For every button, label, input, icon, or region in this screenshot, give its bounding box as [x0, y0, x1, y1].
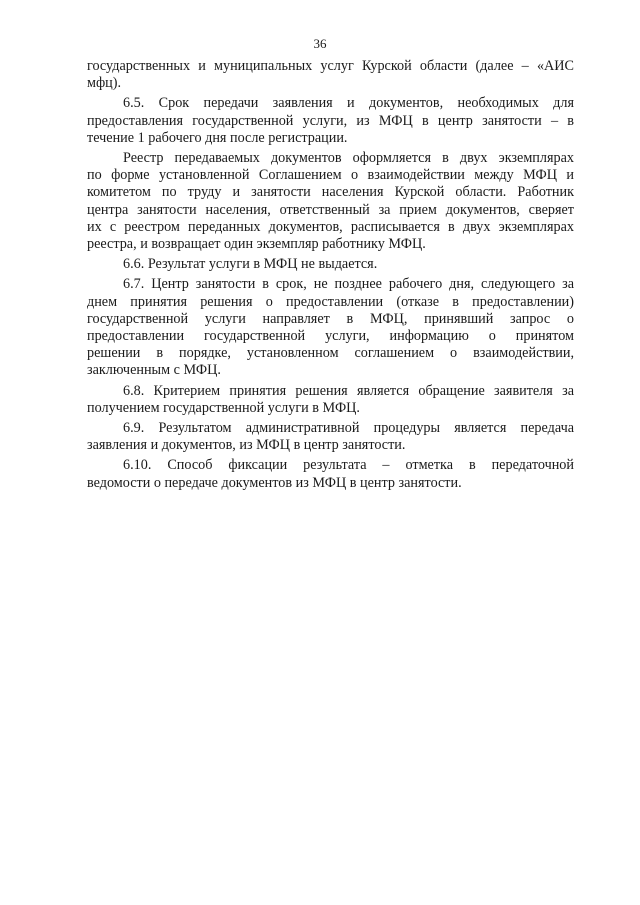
paragraph [87, 58, 574, 92]
text-line: решении в порядке, установленном соглашением о взаимодействии, [87, 345, 574, 362]
text-line: государственной услуги направляет в МФЦ, принявший запрос о [87, 310, 574, 327]
text-line: 6.6. Результат услуги в МФЦ не выдается. [123, 256, 378, 273]
paragraph [87, 276, 574, 379]
text-line: комитетом по труду и занятости населения Курской области. Работник [87, 184, 574, 201]
page-number: 36 [313, 36, 327, 51]
text-line: днем принятия решения о предоставлении (отказе в предоставлении) [87, 293, 574, 310]
text-line: ведомости о передаче документов из МФЦ в центр занятости. [87, 474, 462, 491]
paragraph [87, 457, 574, 491]
text-line: 6.9. Результатом административной процедуры является передача [123, 420, 574, 437]
paragraph [87, 383, 574, 417]
text-line: получением государственной услуги в МФЦ. [87, 399, 360, 416]
text-line: заключенным с МФЦ. [87, 362, 221, 379]
text-line: центра занятости населения, ответственный за прием документов, сверяет [87, 201, 574, 218]
paragraph [87, 150, 574, 253]
text-line: 6.5. Срок передачи заявления и документов, необходимых для [123, 95, 574, 112]
text-line: их с реестром переданных документов, расписывается в двух экземплярах [87, 218, 574, 235]
text-line: по форме установленной Соглашением о взаимодействии между МФЦ и [87, 167, 574, 184]
paragraph [87, 95, 574, 147]
text-line: Реестр передаваемых документов оформляется в двух экземплярах [123, 150, 574, 167]
text-line: заявления и документов, из МФЦ в центр занятости. [87, 437, 406, 454]
body-text [87, 58, 574, 495]
text-line: реестра, и возвращает один экземпляр работнику МФЦ. [87, 236, 426, 253]
text-line: течение 1 рабочего дня после регистрации. [87, 129, 348, 146]
text-line: 6.7. Центр занятости в срок, не позднее рабочего дня, следующего за [123, 276, 574, 293]
text-line: мфц). [87, 75, 122, 92]
text-line: 6.10. Способ фиксации результата – отметка в передаточной [123, 457, 574, 474]
text-line: предоставлении государственной услуги, информацию о принятом [87, 328, 574, 345]
paragraph [87, 256, 574, 273]
paragraph [87, 420, 574, 454]
text-line: предоставления государственной услуги, из МФЦ в центр занятости – в [87, 112, 574, 129]
text-line: государственных и муниципальных услуг Курской области (далее – «АИС [87, 58, 574, 74]
text-line: 6.8. Критерием принятия решения является обращение заявителя за [123, 382, 574, 399]
